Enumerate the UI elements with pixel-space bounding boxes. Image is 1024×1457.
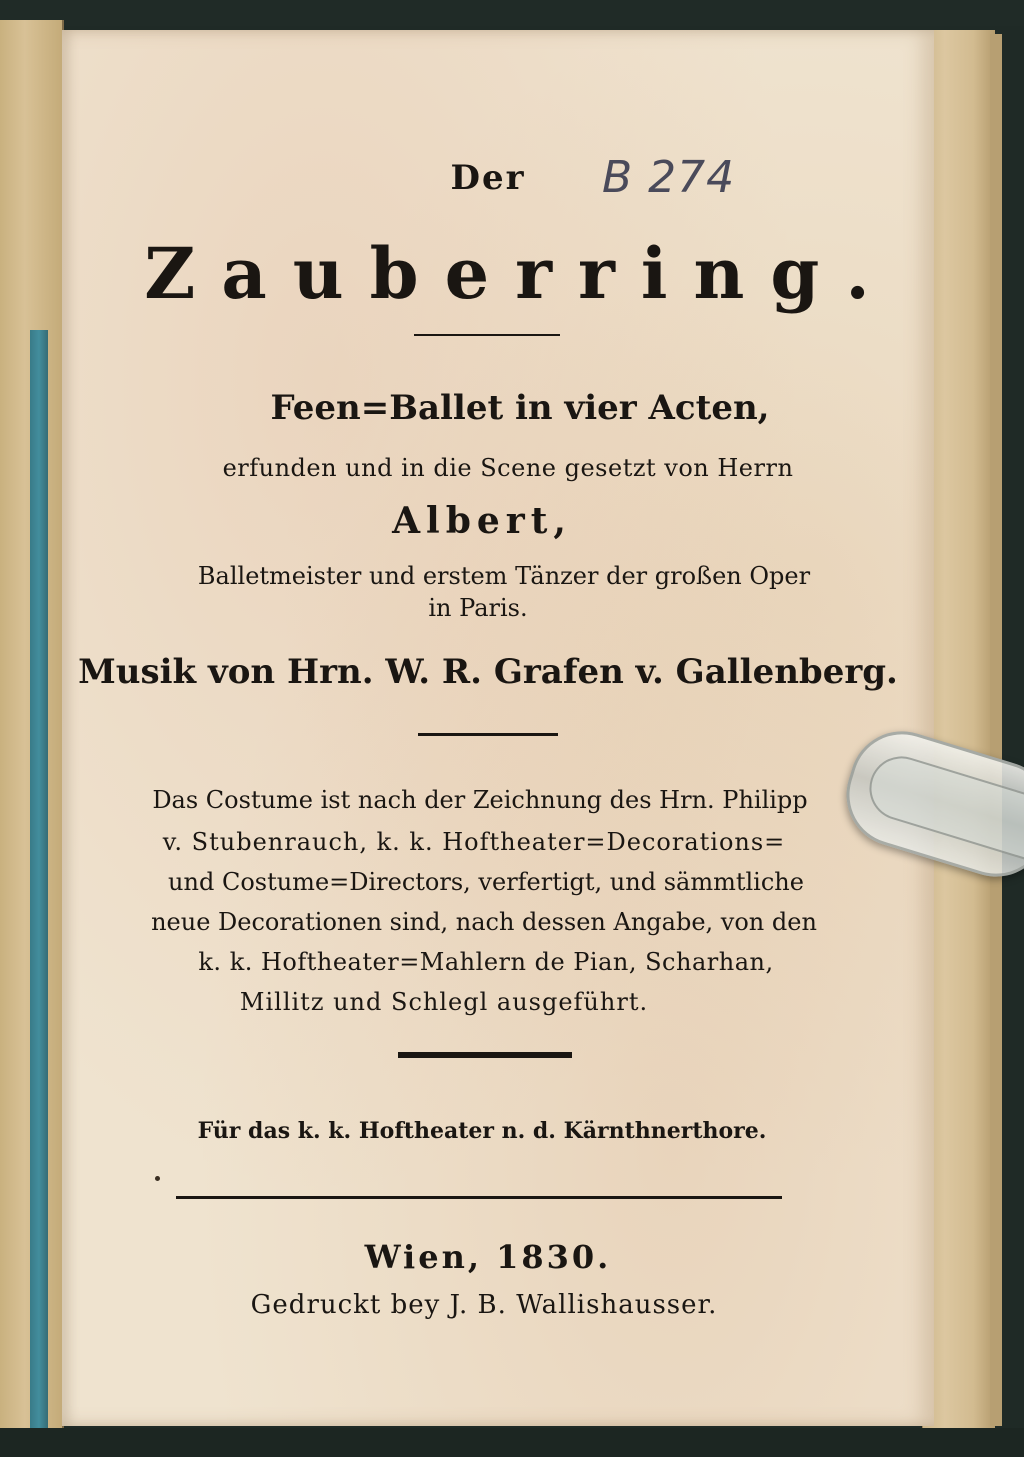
shelfmark-annotation: B 274 bbox=[602, 152, 736, 203]
costume-paragraph-line: neue Decorationen sind, nach dessen Angabe, von den bbox=[151, 908, 817, 936]
divider-rule bbox=[418, 733, 558, 736]
music-credit: Musik von Hrn. W. R. Grafen v. Gallenberg. bbox=[78, 652, 898, 692]
invention-line: erfunden und in die Scene gesetzt von Herrn bbox=[222, 454, 794, 482]
author-name: Albert, bbox=[392, 500, 572, 542]
printer-line: Gedruckt bey J. B. Wallishausser. bbox=[250, 1290, 718, 1320]
ink-spot bbox=[155, 1176, 160, 1181]
divider-rule-thick bbox=[398, 1052, 572, 1058]
costume-paragraph-line: v. Stubenrauch, k. k. Hoftheater=Decorations= bbox=[162, 828, 786, 856]
main-title: Zauberring. bbox=[144, 232, 896, 315]
scan-background-bottom bbox=[0, 1428, 1024, 1457]
title-article: Der bbox=[450, 158, 526, 198]
costume-paragraph-line: und Costume=Directors, verfertigt, und sämmtliche bbox=[168, 868, 804, 896]
costume-paragraph-line: Das Costume ist nach der Zeichnung des Hrn. Philipp bbox=[152, 786, 808, 814]
author-role-line: Balletmeister und erstem Tänzer der großen Oper bbox=[197, 562, 811, 590]
costume-paragraph-line: k. k. Hoftheater=Mahlern de Pian, Scharhan, bbox=[198, 948, 774, 976]
place-year: Wien, 1830. bbox=[364, 1238, 612, 1276]
theater-line: Für das k. k. Hoftheater n. d. Kärnthnerthore. bbox=[197, 1118, 767, 1144]
divider-rule bbox=[414, 334, 560, 336]
scan-background-top bbox=[0, 0, 1024, 26]
subtitle: Feen=Ballet in vier Acten, bbox=[270, 388, 770, 428]
author-role-line: in Paris. bbox=[428, 594, 528, 622]
imprint-rule bbox=[176, 1196, 782, 1199]
costume-paragraph-line: Millitz und Schlegl ausgeführt. bbox=[239, 988, 649, 1016]
